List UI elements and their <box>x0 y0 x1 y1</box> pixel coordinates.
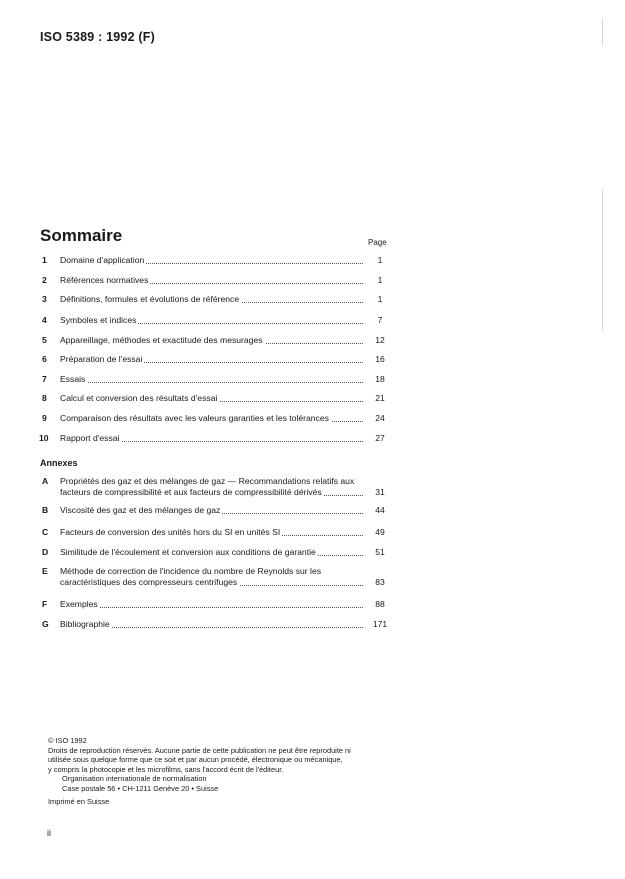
toc-entry-page: 1 <box>377 294 383 304</box>
annex-page: 88 <box>375 599 385 609</box>
document-header: ISO 5389 : 1992 (F) <box>40 30 155 44</box>
toc-entry[interactable] <box>0 372 625 386</box>
annex-page: 44 <box>375 505 385 515</box>
annex-title: Bibliographie <box>60 619 110 629</box>
toc-entry-label: Préparation de l'essai <box>60 354 143 364</box>
toc-entry-label: Définitions, formules et évolutions de référence <box>60 294 240 304</box>
organisation-name: Organisation internationale de normalisation <box>62 774 207 784</box>
printed-in: Imprimé en Suisse <box>48 796 110 806</box>
organisation-address: Case postale 56 • CH-1211 Genève 20 • Suisse <box>62 783 219 793</box>
toc-entry-label: Comparaison des résultats avec les valeurs garanties et les tolérances <box>60 413 329 423</box>
annex-page: 51 <box>375 547 385 557</box>
scan-edge-mark <box>602 190 603 330</box>
annex-entry[interactable] <box>0 617 625 631</box>
toc-entry-label: Essais <box>60 374 86 384</box>
toc-entry-label: Calcul et conversion des résultats d'essai <box>60 393 218 403</box>
toc-entry[interactable] <box>0 411 625 425</box>
annex-letter: E <box>42 566 48 576</box>
toc-entry-number: 3 <box>42 294 47 304</box>
copyright-line: © ISO 1992 <box>48 736 87 745</box>
annex-letter: D <box>42 547 49 557</box>
annex-page: 31 <box>375 487 385 497</box>
annex-letter: B <box>42 505 49 515</box>
page-number: ii <box>47 828 51 838</box>
annex-letter: G <box>42 619 49 629</box>
annex-page: 83 <box>375 577 385 587</box>
annex-title-line: Propriétés des gaz et des mélanges de gaz — Recommandations relatifs aux <box>60 476 355 486</box>
annex-title-line: facteurs de compressibilité et aux facteurs de compressibilité dérivés <box>60 487 322 497</box>
toc-entry-page: 1 <box>377 275 383 285</box>
annex-page: 171 <box>372 619 388 629</box>
page-title: Sommaire <box>40 226 123 245</box>
page-column-label: Page <box>368 238 387 247</box>
toc-entry-page: 27 <box>375 433 385 443</box>
annex-entry[interactable] <box>0 525 625 539</box>
annex-entry[interactable] <box>0 503 625 517</box>
annex-title-line: caractéristiques des compresseurs centrifuges <box>60 577 238 587</box>
annexes-heading: Annexes <box>40 458 78 468</box>
toc-entry-page: 12 <box>375 335 385 345</box>
toc-entry-page: 1 <box>377 255 383 265</box>
toc-entry-label: Appareillage, méthodes et exactitude des mesurages <box>60 335 263 345</box>
toc-entry-label: Références normatives <box>60 275 149 285</box>
copyright-notice <box>48 736 351 806</box>
rights-text: Droits de reproduction réservés. Aucune partie de cette publication ne peut être reproduite ni <box>48 745 351 755</box>
toc-entry-label: Rapport d'essai <box>60 433 120 443</box>
toc-entry-number: 5 <box>42 335 47 345</box>
toc-entry-number: 9 <box>42 413 47 423</box>
toc-entry-number: 6 <box>42 354 47 364</box>
toc-entry[interactable] <box>0 313 625 327</box>
toc-entry-label: Domaine d'application <box>60 255 145 265</box>
rights-text: y compris la photocopie et les microfilms, sans l'accord écrit de l'éditeur. <box>48 764 284 774</box>
annex-title: Facteurs de conversion des unités hors du SI en unités SI <box>60 527 281 537</box>
annex-title: Viscosité des gaz et des mélanges de gaz <box>60 505 221 515</box>
rights-text: utilisée sous quelque forme que ce soit et par aucun procédé, électronique ou mécanique, <box>48 755 343 765</box>
toc-entry-page: 24 <box>375 413 385 423</box>
toc-entry[interactable] <box>0 253 625 267</box>
toc-entry-page: 21 <box>375 393 385 403</box>
toc-entry-page: 18 <box>375 374 385 384</box>
scan-edge-mark <box>602 18 603 46</box>
toc-entry-page: 7 <box>377 315 383 325</box>
toc-entry-number: 4 <box>42 315 47 325</box>
annex-title: Similitude de l'écoulement et conversion aux conditions de garantie <box>60 547 316 557</box>
annex-page: 49 <box>375 527 385 537</box>
annex-letter: C <box>42 527 49 537</box>
toc-entry-number: 1 <box>42 255 47 265</box>
annex-title-line: Méthode de correction de l'incidence du nombre de Reynolds sur les <box>60 566 322 576</box>
toc-entry-page: 16 <box>375 354 385 364</box>
toc-entry-number: 7 <box>42 374 47 384</box>
annex-entry[interactable] <box>0 597 625 611</box>
toc-entry[interactable] <box>0 431 625 445</box>
toc-entry-label: Symboles et indices <box>60 315 137 325</box>
toc-entry-number: 2 <box>42 275 47 285</box>
toc-entry[interactable] <box>0 273 625 287</box>
toc-entry-number: 10 <box>39 433 49 443</box>
annex-letter: F <box>42 599 48 609</box>
toc-entry[interactable] <box>0 352 625 366</box>
annex-letter: A <box>42 476 49 486</box>
annex-entry[interactable] <box>0 545 625 559</box>
toc-entry[interactable] <box>0 333 625 347</box>
toc-entry[interactable] <box>0 391 625 405</box>
toc-entry-number: 8 <box>42 393 47 403</box>
toc-entry[interactable] <box>0 292 625 306</box>
annex-title: Exemples <box>60 599 98 609</box>
